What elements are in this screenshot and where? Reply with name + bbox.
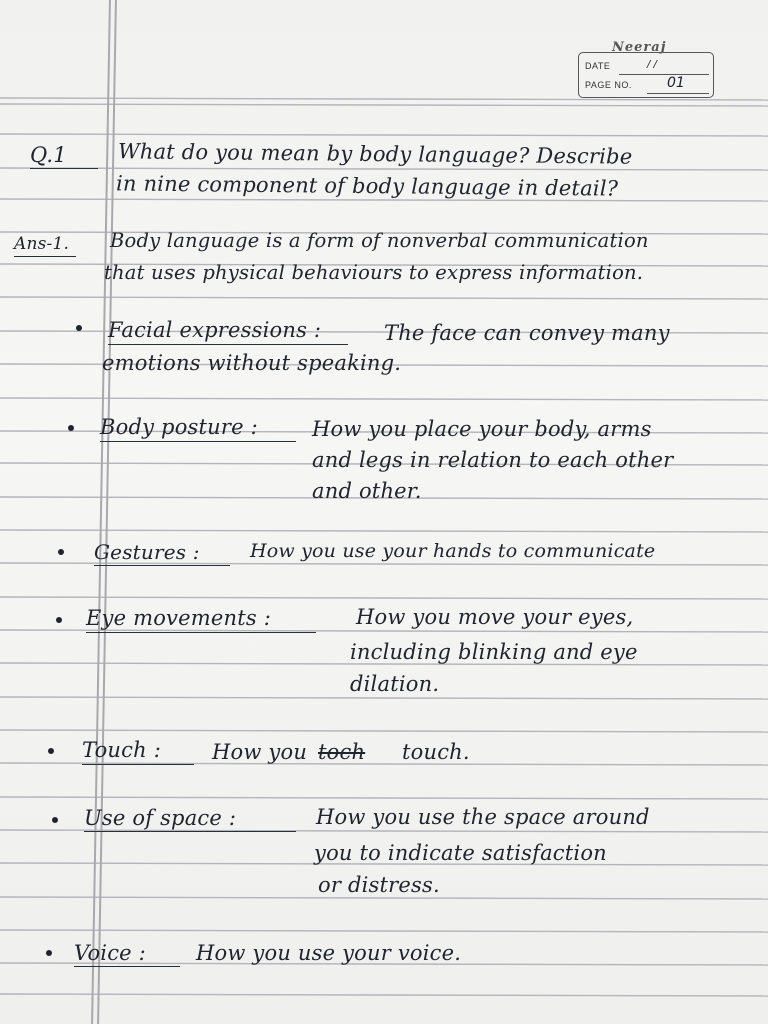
component-term: Gestures : [94, 540, 200, 564]
question-line-1: What do you mean by body language? Describe [117, 139, 633, 169]
bullet [46, 950, 52, 956]
component-desc: including blinking and eye [350, 640, 638, 664]
component-term: Voice : [74, 941, 146, 965]
component-desc: How you use your voice. [196, 941, 462, 965]
component-desc: emotions without speaking. [102, 351, 402, 375]
answer-label: Ans-1. [14, 234, 70, 254]
date-label: DATE [585, 61, 611, 71]
component-desc: and other. [312, 479, 422, 503]
bullet [48, 748, 54, 754]
component-term: Use of space : [84, 806, 237, 830]
component-desc: you to indicate satisfaction [314, 841, 607, 865]
component-term: Body posture : [100, 415, 258, 439]
struck-word: toch [318, 740, 366, 764]
component-desc: The face can convey many [384, 321, 670, 345]
component-desc: How you use the space around [316, 805, 650, 829]
answer-line-1: Body language is a form of nonverbal communication [110, 229, 649, 252]
component-desc: How you [212, 740, 308, 764]
brand-logo: Neeraj [612, 40, 667, 55]
component-desc: or distress. [318, 873, 440, 897]
component-term: Eye movements : [86, 606, 271, 630]
date-page-box [578, 52, 714, 98]
bullet [56, 617, 62, 623]
component-desc: How you use your hands to communicate [250, 540, 656, 562]
bullet [68, 425, 74, 431]
bullet [58, 549, 64, 555]
page-number: 01 [667, 75, 685, 91]
component-desc: and legs in relation to each other [312, 448, 674, 472]
component-desc: dilation. [350, 672, 440, 696]
component-term: Facial expressions : [108, 318, 322, 342]
component-desc: How you place your body, arms [312, 417, 652, 441]
component-desc: touch. [402, 740, 470, 764]
answer-line-2: that uses physical behaviours to express information. [104, 261, 644, 284]
component-desc: How you move your eyes, [356, 605, 634, 629]
question-label: Q.1 [30, 143, 67, 167]
question-line-2: in nine component of body language in detail? [115, 171, 619, 201]
component-term: Touch : [82, 738, 161, 762]
date-value: / / [647, 59, 657, 70]
bullet [52, 817, 58, 823]
page-label: PAGE NO. [585, 80, 632, 90]
bullet [76, 325, 82, 331]
